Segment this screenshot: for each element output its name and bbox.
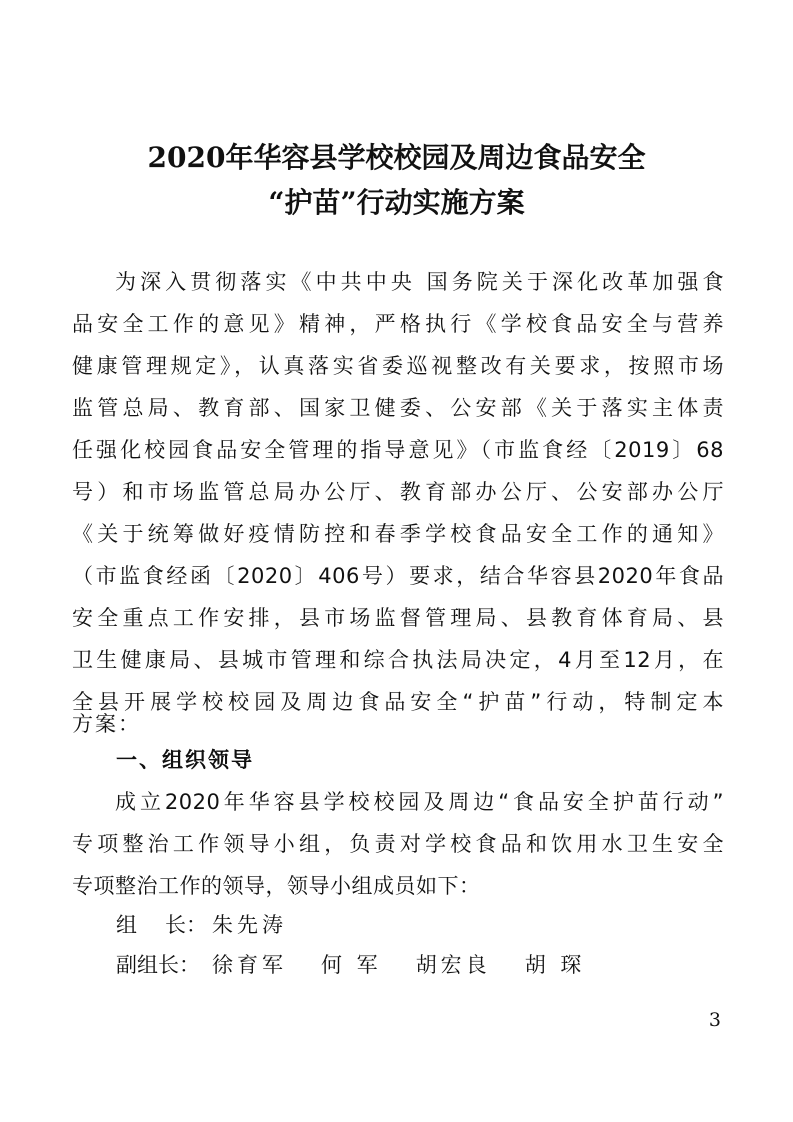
- leader-name: 朱先涛: [212, 913, 287, 937]
- deputy-name-list: [212, 953, 619, 977]
- paragraph-line: （市监食经函〔2020〕406号）要求，结合华容县2020年食品: [72, 564, 724, 588]
- paragraph-line: 专项整治工作领导小组，负责对学校食品和饮用水卫生安全: [72, 832, 724, 856]
- paragraph-line: 为深入贯彻落实《中共中央 国务院关于深化改革加强食: [115, 270, 724, 294]
- paragraph-line: 成立2020年华容县学校校园及周边“食品安全护苗行动”: [115, 790, 724, 814]
- document-title-line-1: 2020年华容县学校校园及周边食品安全: [147, 141, 646, 174]
- deputy-name: 胡宏良: [415, 953, 491, 977]
- paragraph-line: 品安全工作的意见》精神，严格执行《学校食品安全与营养: [72, 312, 724, 336]
- deputy-row: [116, 945, 619, 985]
- document-title-line-2: “护苗”行动实施方案: [268, 186, 525, 219]
- paragraph-line: 安全重点工作安排，县市场监督管理局、县教育体育局、县: [72, 606, 724, 630]
- paragraph-line: 健康管理规定》，认真落实省委巡视整改有关要求，按照市场: [72, 354, 724, 378]
- paragraph-line: 《关于统筹做好疫情防控和春季学校食品安全工作的通知》: [72, 522, 724, 546]
- section-heading-organization: 一、组织领导: [116, 748, 254, 772]
- paragraph-line: 号）和市场监管总局办公厅、教育部办公厅、公安部办公厅: [72, 480, 724, 504]
- paragraph-line: 全县开展学校校园及周边食品安全“护苗”行动，特制定本: [72, 690, 724, 714]
- paragraph-line-last: 专项整治工作的领导，领导小组成员如下：: [72, 874, 481, 898]
- leader-row: [116, 905, 321, 945]
- leader-role: [116, 905, 212, 945]
- leader-role-char: 长：: [165, 913, 207, 937]
- deputy-name: 何 军: [321, 953, 382, 977]
- leader-name-list: [212, 913, 321, 937]
- deputy-name: 胡 琛: [524, 953, 586, 977]
- paragraph-line-last: 方案：: [72, 712, 141, 736]
- paragraph-line: 卫生健康局、县城市管理和综合执法局决定，4月至12月，在: [72, 648, 724, 672]
- deputy-role: 副组长：: [116, 953, 200, 977]
- paragraph-line: 任强化校园食品安全管理的指导意见》（市监食经〔2019〕68: [72, 438, 724, 462]
- deputy-name: 徐育军: [212, 953, 287, 977]
- page-number: 3: [708, 1009, 721, 1031]
- leader-role-char: 组: [116, 913, 137, 937]
- paragraph-line: 监管总局、教育部、国家卫健委、公安部《关于落实主体责: [72, 396, 724, 420]
